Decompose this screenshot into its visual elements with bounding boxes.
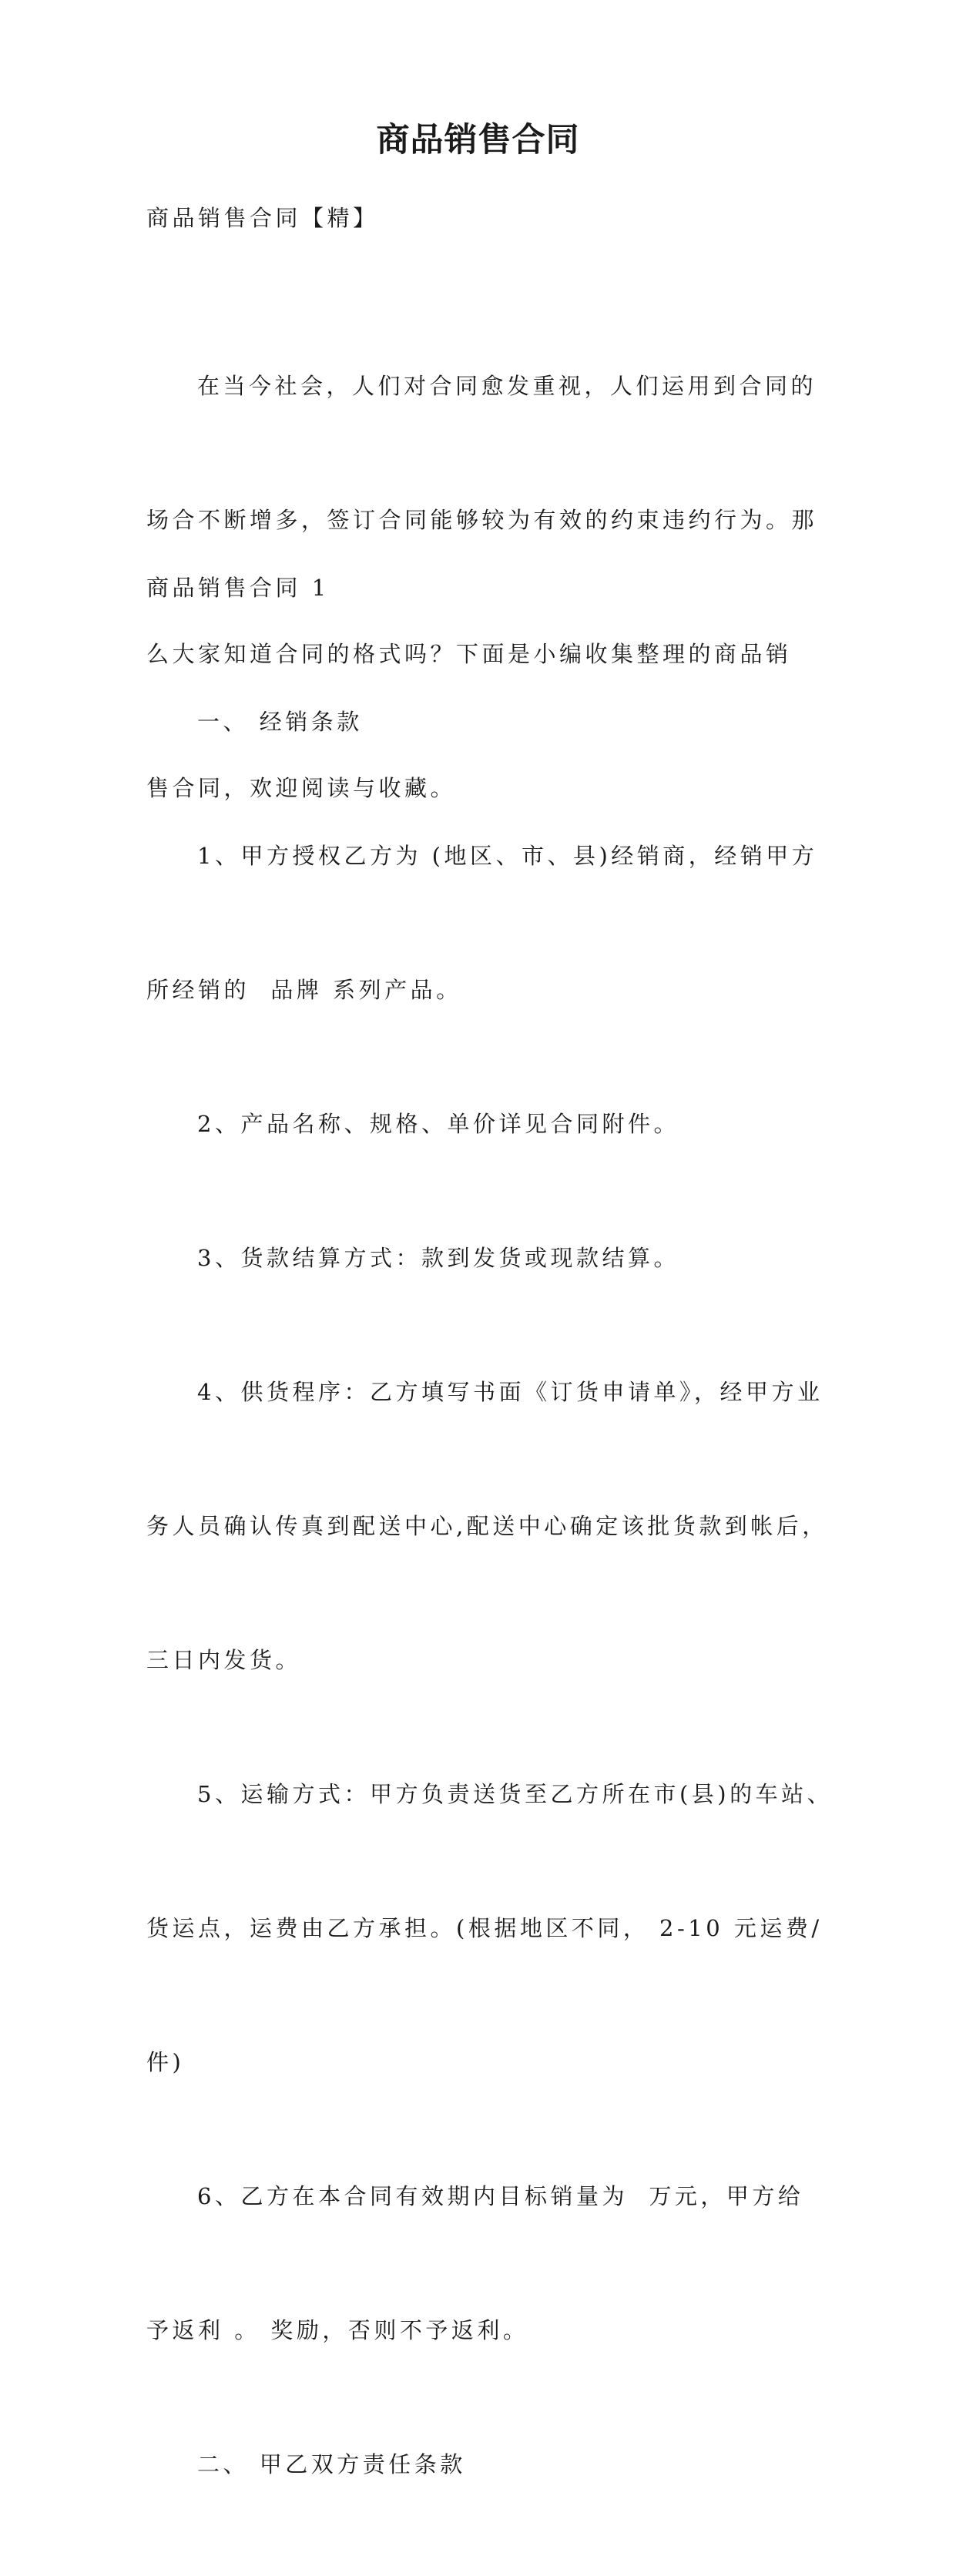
clause-line: 所经销的 品牌 系列产品。: [146, 977, 462, 1003]
clause-line: 三日内发货。: [146, 1647, 302, 1673]
clause-line: 货运点，运费由乙方承担。(根据地区不同， 2-10 元运费/: [146, 1915, 823, 1941]
clause-line: 予返利 。 奖励，否则不予返利。: [146, 2317, 529, 2343]
clause-heading: 一、 经销条款: [197, 709, 363, 735]
clause-heading: 二、 甲乙双方责任条款: [197, 2451, 466, 2477]
clause-line: 1、甲方授权乙方为 (地区、市、县)经销商，经销甲方: [197, 843, 818, 869]
document-title: 商品销售合同: [376, 121, 580, 159]
intro-line: 场合不断增多，签订合同能够较为有效的约束违约行为。那: [146, 507, 818, 533]
subtitle-line: 商品销售合同【精】: [146, 205, 379, 231]
section-heading: 商品销售合同 1: [146, 575, 330, 601]
clause-line: 2、产品名称、规格、单价详见合同附件。: [197, 1111, 679, 1137]
clause-line: 务人员确认传真到配送中心,配送中心确定该批货款到帐后，: [146, 1513, 828, 1539]
clause-line: 4、供货程序：乙方填写书面《订货申请单》，经甲方业: [197, 1379, 824, 1405]
clause-line: 件): [146, 2049, 185, 2075]
intro-line: 售合同，欢迎阅读与收藏。: [146, 775, 457, 801]
document-subtitle: [146, 196, 817, 240]
contract-body: [146, 476, 834, 2576]
intro-line: 在当今社会，人们对合同愈发重视，人们运用到合同的: [197, 373, 817, 399]
clause-line: 5、运输方式：甲方负责送货至乙方所在市(县)的车站、: [197, 1781, 834, 1807]
clause-line: 3、货款结算方式：款到发货或现款结算。: [197, 1245, 679, 1271]
intro-line: 么大家知道合同的格式吗？下面是小编收集整理的商品销: [146, 641, 792, 667]
clause-line: 6、乙方在本合同有效期内目标销量为 万元，甲方给: [197, 2183, 804, 2209]
